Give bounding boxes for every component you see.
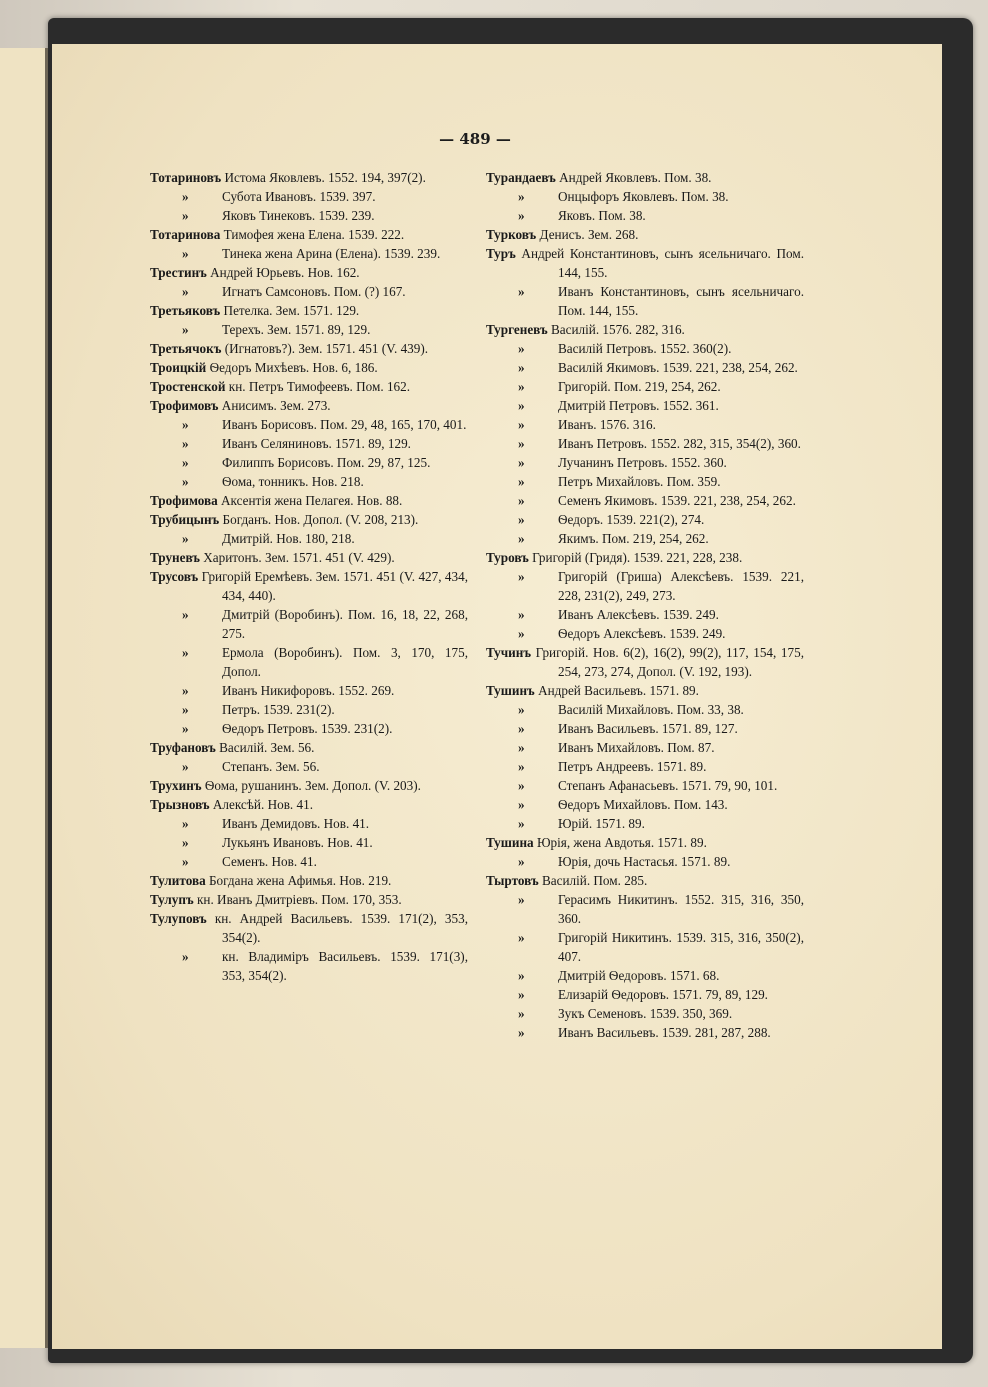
entry-text: Григорій. Нов. 6(2), 16(2), 99(2), 117, 154, 175, 254, 273, 274, Допол. (V. 192, 193). (535, 645, 805, 679)
entry-text: Дмитрій. Нов. 180, 218. (222, 531, 355, 546)
index-subentry (486, 700, 804, 719)
index-entry (150, 776, 468, 795)
entry-text: Ѳедоръ Михѣевъ. Нов. 6, 186. (209, 360, 378, 375)
entry-surname: Труневъ (150, 550, 200, 565)
entry-text: Ѳедоръ. 1539. 221(2), 274. (558, 512, 705, 527)
index-entry (486, 225, 804, 244)
ditto-mark: » (182, 759, 189, 774)
ditto-mark: » (518, 531, 525, 546)
index-column-left (150, 168, 468, 985)
page-number: — 489 — (439, 130, 511, 148)
index-subentry (486, 852, 804, 871)
index-subentry (486, 206, 804, 225)
entry-text: Яковъ Тинековъ. 1539. 239. (222, 208, 375, 223)
index-subentry (150, 852, 468, 871)
ditto-mark: » (182, 531, 189, 546)
entry-text: Петръ. 1539. 231(2). (222, 702, 335, 717)
ditto-mark: » (182, 854, 189, 869)
entry-surname: Трусовъ (150, 569, 199, 584)
index-entry (150, 396, 468, 415)
entry-text: Иванъ Петровъ. 1552. 282, 315, 354(2), 360. (558, 436, 801, 451)
entry-text: Субота Ивановъ. 1539. 397. (222, 189, 376, 204)
ditto-mark: » (182, 683, 189, 698)
index-subentry (486, 187, 804, 206)
entry-text: Филиппъ Борисовъ. Пом. 29, 87, 125. (222, 455, 431, 470)
entry-surname: Тушина (486, 835, 534, 850)
entry-text: Тинека жена Арина (Елена). 1539. 239. (222, 246, 441, 261)
index-subentry (486, 719, 804, 738)
index-entry (150, 339, 468, 358)
entry-surname: Трофимова (150, 493, 218, 508)
ditto-mark: » (518, 968, 525, 983)
entry-text: Петръ Михайловъ. Пом. 359. (558, 474, 721, 489)
entry-text: Богдана жена Афимья. Нов. 219. (208, 873, 392, 888)
ditto-mark: » (182, 208, 189, 223)
entry-text: Григорій (Гридя). 1539. 221, 228, 238. (532, 550, 743, 565)
entry-text: Василій. Пом. 285. (541, 873, 648, 888)
entry-text: Иванъ Васильевъ. 1571. 89, 127. (558, 721, 738, 736)
index-subentry (486, 396, 804, 415)
ditto-mark: » (518, 930, 525, 945)
index-subentry (486, 377, 804, 396)
ditto-mark: » (518, 569, 525, 584)
entry-surname: Турковъ (486, 227, 537, 242)
index-subentry (486, 510, 804, 529)
entry-text: Ѳома, рушанинъ. Зем. Допол. (V. 203). (204, 778, 421, 793)
index-subentry (486, 814, 804, 833)
entry-text: Лукьянъ Ивановъ. Нов. 41. (222, 835, 373, 850)
ditto-mark: » (182, 702, 189, 717)
index-entry (150, 263, 468, 282)
entry-text: Юрія, жена Авдотья. 1571. 89. (536, 835, 707, 850)
ditto-mark: » (182, 816, 189, 831)
ditto-mark: » (518, 398, 525, 413)
entry-surname: Тотаринова (150, 227, 221, 242)
entry-surname: Туровъ (486, 550, 529, 565)
entry-text: Андрей Яковлевъ. Пом. 38. (559, 170, 712, 185)
entry-surname: Трухинъ (150, 778, 202, 793)
entry-text: Елизарій Ѳедоровъ. 1571. 79, 89, 129. (558, 987, 768, 1002)
entry-text: Дмитрій (Воробинъ). Пом. 16, 18, 22, 268, 275. (222, 607, 468, 641)
ditto-mark: » (518, 284, 525, 299)
index-subentry (486, 339, 804, 358)
entry-text: Ѳедоръ Михайловъ. Пом. 143. (558, 797, 728, 812)
entry-text: Василій Михайловъ. Пом. 33, 38. (558, 702, 744, 717)
index-subentry (486, 282, 804, 320)
index-subentry (150, 643, 468, 681)
entry-text: Харитонъ. Зем. 1571. 451 (V. 429). (203, 550, 395, 565)
ditto-mark: » (518, 759, 525, 774)
ditto-mark: » (182, 645, 189, 660)
index-subentry (150, 472, 468, 491)
ditto-mark: » (182, 835, 189, 850)
index-subentry (150, 244, 468, 263)
entry-text: Ѳедоръ Петровъ. 1539. 231(2). (222, 721, 393, 736)
entry-text: Онцыфоръ Яковлевъ. Пом. 38. (558, 189, 729, 204)
index-subentry (486, 757, 804, 776)
entry-text: Лучанинъ Петровъ. 1552. 360. (558, 455, 727, 470)
entry-text: Степанъ. Зем. 56. (222, 759, 320, 774)
index-subentry (150, 320, 468, 339)
entry-text: Семенъ Якимовъ. 1539. 221, 238, 254, 262. (558, 493, 796, 508)
entry-text: Иванъ Никифоровъ. 1552. 269. (222, 683, 395, 698)
ditto-mark: » (518, 512, 525, 527)
entry-text: Яковъ. Пом. 38. (558, 208, 646, 223)
ditto-mark: » (518, 417, 525, 432)
entry-text: Иванъ Константиновъ, сынъ ясельничаго. Пом. 144, 155. (558, 284, 804, 318)
entry-surname: Тростенской (150, 379, 226, 394)
index-entry (486, 168, 804, 187)
index-subentry (150, 434, 468, 453)
entry-surname: Тучинъ (486, 645, 532, 660)
ditto-mark: » (518, 1006, 525, 1021)
index-entry (150, 225, 468, 244)
index-subentry (486, 795, 804, 814)
index-column-right (486, 168, 804, 1042)
entry-text: Иванъ Михайловъ. Пом. 87. (558, 740, 715, 755)
entry-text: Григорій Никитинъ. 1539. 315, 316, 350(2), 407. (558, 930, 804, 964)
ditto-mark: » (182, 246, 189, 261)
index-subentry (150, 719, 468, 738)
entry-text: Василій. Зем. 56. (219, 740, 315, 755)
entry-text: (Игнатовъ?). Зем. 1571. 451 (V. 439). (224, 341, 429, 356)
entry-text: Григорій (Гриша) Алексѣевъ. 1539. 221, 228, 231(2), 249, 273. (558, 569, 804, 603)
ditto-mark: » (518, 987, 525, 1002)
entry-text: Петелка. Зем. 1571. 129. (223, 303, 360, 318)
index-subentry (150, 187, 468, 206)
entry-text: кн. Владиміръ Васильевъ. 1539. 171(3), 353, 354(2). (222, 949, 468, 983)
ditto-mark: » (182, 436, 189, 451)
index-subentry (486, 567, 804, 605)
entry-surname: Троицкій (150, 360, 207, 375)
entry-text: Андрей Константиновъ, сынъ ясельничаго. Пом. 144, 155. (521, 246, 804, 280)
entry-text: Иванъ. 1576. 316. (558, 417, 656, 432)
entry-text: Юрія, дочь Настасья. 1571. 89. (558, 854, 731, 869)
entry-text: Григорій Еремѣевъ. Зем. 1571. 451 (V. 427, 434, 434, 440). (201, 569, 469, 603)
entry-text: Григорій. Пом. 219, 254, 262. (558, 379, 721, 394)
index-entry (486, 833, 804, 852)
entry-text: Тимофея жена Елена. 1539. 222. (223, 227, 405, 242)
ditto-mark: » (518, 778, 525, 793)
index-entry (150, 168, 468, 187)
ditto-mark: » (518, 455, 525, 470)
entry-surname: Туръ (486, 246, 516, 261)
index-entry (486, 244, 804, 282)
entry-surname: Турандаевъ (486, 170, 556, 185)
index-subentry (486, 605, 804, 624)
index-subentry (486, 472, 804, 491)
entry-surname: Трестинъ (150, 265, 207, 280)
ditto-mark: » (518, 626, 525, 641)
index-entry (150, 491, 468, 510)
entry-surname: Тыртовъ (486, 873, 539, 888)
index-subentry (150, 757, 468, 776)
entry-text: кн. Иванъ Дмитріевъ. Пом. 170, 353. (196, 892, 402, 907)
index-entry (486, 643, 804, 681)
entry-text: Ѳедоръ Алексѣевъ. 1539. 249. (558, 626, 726, 641)
entry-text: Иванъ Васильевъ. 1539. 281, 287, 288. (558, 1025, 771, 1040)
ditto-mark: » (518, 702, 525, 717)
index-subentry (150, 282, 468, 301)
index-subentry (486, 776, 804, 795)
ditto-mark: » (182, 284, 189, 299)
index-subentry (486, 415, 804, 434)
entry-text: кн. Петръ Тимофеевъ. Пом. 162. (228, 379, 411, 394)
index-subentry (486, 529, 804, 548)
index-subentry (486, 453, 804, 472)
entry-text: Иванъ Селяниновъ. 1571. 89, 129. (222, 436, 411, 451)
entry-text: Терехъ. Зем. 1571. 89, 129. (222, 322, 371, 337)
index-entry (150, 548, 468, 567)
ditto-mark: » (518, 816, 525, 831)
entry-surname: Третьяковъ (150, 303, 221, 318)
index-subentry (150, 947, 468, 985)
ditto-mark: » (182, 322, 189, 337)
entry-text: Семенъ. Нов. 41. (222, 854, 317, 869)
index-entry (150, 738, 468, 757)
index-subentry (150, 453, 468, 472)
index-entry (486, 681, 804, 700)
ditto-mark: » (518, 208, 525, 223)
index-entry (150, 795, 468, 814)
entry-text: Зукъ Семеновъ. 1539. 350, 369. (558, 1006, 733, 1021)
index-entry (150, 567, 468, 605)
entry-surname: Третьячокъ (150, 341, 222, 356)
entry-text: Андрей Васильевъ. 1571. 89. (538, 683, 699, 698)
index-subentry (486, 985, 804, 1004)
entry-text: Анисимъ. Зем. 273. (221, 398, 331, 413)
index-subentry (150, 833, 468, 852)
entry-text: Василій Петровъ. 1552. 360(2). (558, 341, 732, 356)
entry-surname: Тулупъ (150, 892, 194, 907)
previous-page-edge (0, 48, 48, 1348)
entry-text: Петръ Андреевъ. 1571. 89. (558, 759, 707, 774)
entry-text: Василій. 1576. 282, 316. (550, 322, 685, 337)
ditto-mark: » (518, 607, 525, 622)
ditto-mark: » (518, 1025, 525, 1040)
index-subentry (150, 681, 468, 700)
index-entry (486, 871, 804, 890)
index-subentry (486, 624, 804, 643)
entry-surname: Тулуповъ (150, 911, 207, 926)
index-subentry (150, 529, 468, 548)
index-entry (486, 320, 804, 339)
entry-text: Дмитрій Петровъ. 1552. 361. (558, 398, 719, 413)
ditto-mark: » (518, 721, 525, 736)
entry-surname: Трубицынъ (150, 512, 220, 527)
index-entry (150, 510, 468, 529)
index-subentry (486, 890, 804, 928)
ditto-mark: » (182, 189, 189, 204)
entry-text: Ѳома, тонникъ. Нов. 218. (222, 474, 364, 489)
index-subentry (486, 434, 804, 453)
entry-text: Юрій. 1571. 89. (558, 816, 645, 831)
entry-text: Аксентія жена Пелагея. Нов. 88. (221, 493, 403, 508)
index-subentry (486, 491, 804, 510)
index-subentry (486, 358, 804, 377)
entry-surname: Трофимовъ (150, 398, 219, 413)
index-subentry (150, 605, 468, 643)
index-subentry (486, 1023, 804, 1042)
index-entry (150, 871, 468, 890)
entry-text: Истома Яковлевъ. 1552. 194, 397(2). (224, 170, 426, 185)
entry-surname: Труфановъ (150, 740, 216, 755)
index-entry (150, 301, 468, 320)
index-subentry (150, 700, 468, 719)
entry-text: Герасимъ Никитинъ. 1552. 315, 316, 350, 360. (558, 892, 804, 926)
index-subentry (486, 966, 804, 985)
entry-surname: Тушинъ (486, 683, 535, 698)
index-entry (150, 377, 468, 396)
ditto-mark: » (518, 797, 525, 812)
ditto-mark: » (182, 949, 189, 964)
index-subentry (150, 415, 468, 434)
entry-surname: Тотариновъ (150, 170, 222, 185)
entry-text: Дмитрій Ѳедоровъ. 1571. 68. (558, 968, 720, 983)
entry-text: Василій Якимовъ. 1539. 221, 238, 254, 262. (558, 360, 798, 375)
entry-text: Степанъ Афанасьевъ. 1571. 79, 90, 101. (558, 778, 778, 793)
ditto-mark: » (182, 607, 189, 622)
index-entry (150, 358, 468, 377)
entry-surname: Трызновъ (150, 797, 210, 812)
entry-surname: Тургеневъ (486, 322, 548, 337)
ditto-mark: » (518, 493, 525, 508)
ditto-mark: » (518, 892, 525, 907)
entry-text: Иванъ Борисовъ. Пом. 29, 48, 165, 170, 401. (222, 417, 467, 432)
ditto-mark: » (182, 474, 189, 489)
ditto-mark: » (182, 721, 189, 736)
entry-text: Якимъ. Пом. 219, 254, 262. (558, 531, 709, 546)
index-entry (150, 890, 468, 909)
index-subentry (486, 928, 804, 966)
entry-text: Денисъ. Зем. 268. (539, 227, 639, 242)
entry-text: Игнатъ Самсоновъ. Пом. (?) 167. (222, 284, 406, 299)
index-subentry (150, 206, 468, 225)
entry-surname: Тулитова (150, 873, 206, 888)
index-entry (150, 909, 468, 947)
ditto-mark: » (518, 436, 525, 451)
entry-text: Ермола (Воробинъ). Пом. 3, 170, 175, Допол. (222, 645, 468, 679)
ditto-mark: » (518, 854, 525, 869)
ditto-mark: » (182, 417, 189, 432)
index-subentry (486, 1004, 804, 1023)
entry-text: Иванъ Алексѣевъ. 1539. 249. (558, 607, 719, 622)
ditto-mark: » (518, 189, 525, 204)
index-entry (486, 548, 804, 567)
entry-text: Богданъ. Нов. Допол. (V. 208, 213). (222, 512, 419, 527)
ditto-mark: » (518, 360, 525, 375)
index-subentry (150, 814, 468, 833)
ditto-mark: » (518, 379, 525, 394)
entry-text: кн. Андрей Васильевъ. 1539. 171(2), 353, 354(2). (214, 911, 468, 945)
ditto-mark: » (182, 455, 189, 470)
ditto-mark: » (518, 740, 525, 755)
ditto-mark: » (518, 341, 525, 356)
entry-text: Иванъ Демидовъ. Нов. 41. (222, 816, 370, 831)
entry-text: Алексѣй. Нов. 41. (212, 797, 313, 812)
entry-text: Андрей Юрьевъ. Нов. 162. (210, 265, 360, 280)
index-subentry (486, 738, 804, 757)
ditto-mark: » (518, 474, 525, 489)
